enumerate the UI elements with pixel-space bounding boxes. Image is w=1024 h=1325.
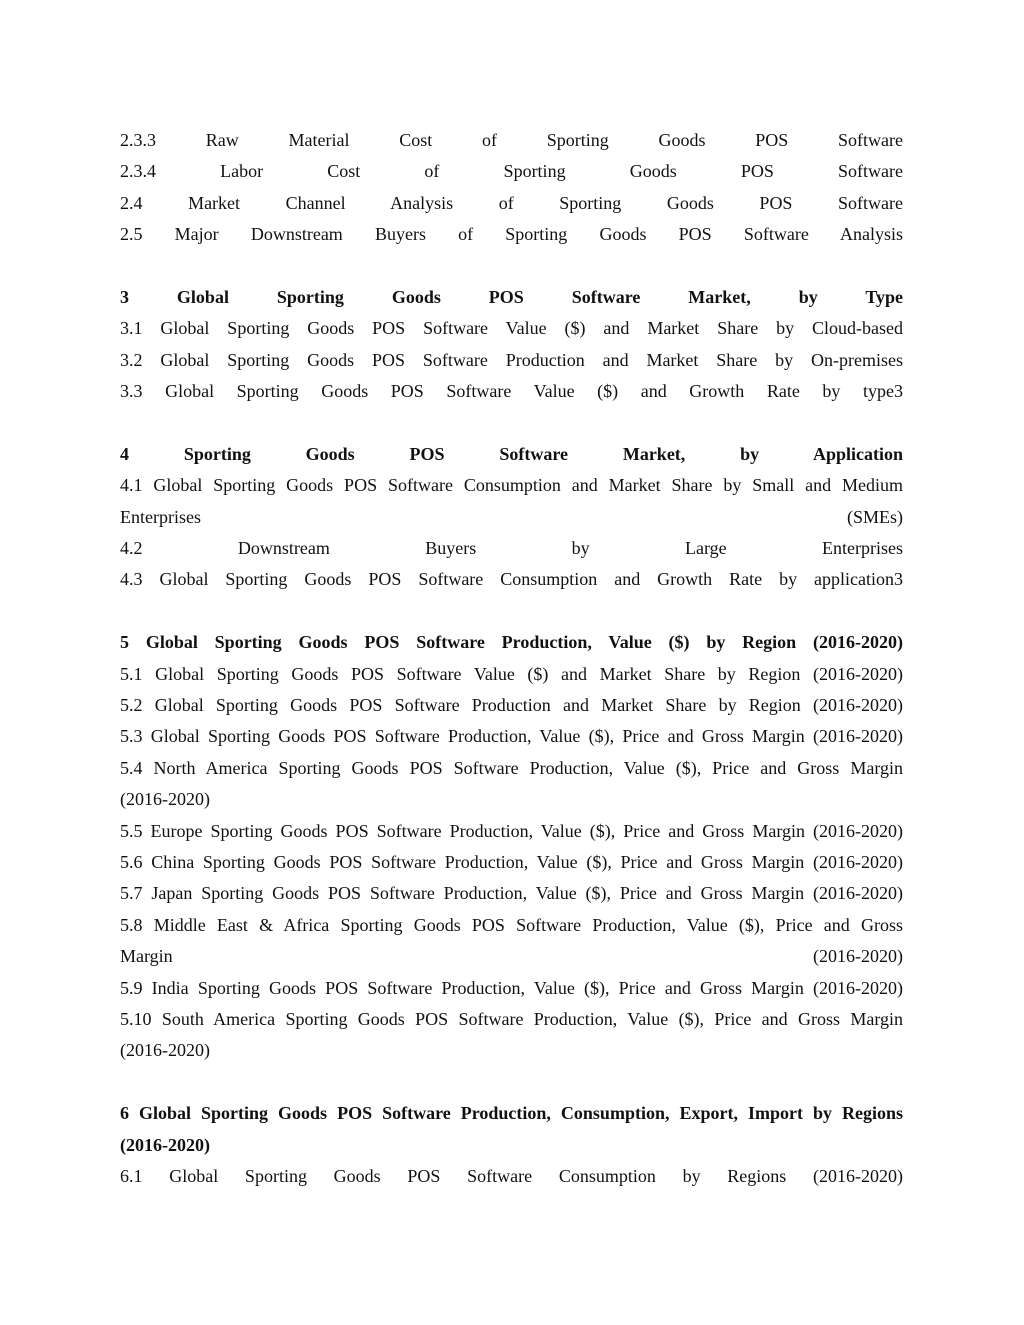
paragraph-gap [120, 251, 903, 282]
toc-entry-line: 5.7 Japan Sporting Goods POS Software Production, Value ($), Price and Gross Margin (2016-2020) [120, 883, 903, 904]
toc-entry-line: Enterprises (SMEs) [120, 506, 903, 527]
toc-entry-line: 6.1 Global Sporting Goods POS Software Consumption by Regions (2016-2020) [120, 1165, 903, 1186]
toc-entry-line: (2016-2020) [120, 1040, 210, 1061]
section-heading-line: (2016-2020) [120, 1134, 210, 1155]
toc-entry-line: 5.1 Global Sporting Goods POS Software Value ($) and Market Share by Region (2016-2020) [120, 663, 903, 684]
paragraph-gap [120, 408, 903, 439]
toc-entry-line: 2.4 Market Channel Analysis of Sporting Goods POS Software [120, 192, 903, 213]
toc-entry-line: 5.9 India Sporting Goods POS Software Production, Value ($), Price and Gross Margin (2016-2020) [120, 977, 903, 998]
toc-entry-line: 4.3 Global Sporting Goods POS Software Consumption and Growth Rate by application3 [120, 569, 903, 590]
toc-entry-line: 2.5 Major Downstream Buyers of Sporting Goods POS Software Analysis [120, 224, 903, 245]
paragraph-gap [120, 596, 903, 627]
toc-entry-line: 4.2 Downstream Buyers by Large Enterprises [120, 538, 903, 559]
toc-entry-line: 3.3 Global Sporting Goods POS Software Value ($) and Growth Rate by type3 [120, 381, 903, 402]
toc-entry-line: 5.3 Global Sporting Goods POS Software Production, Value ($), Price and Gross Margin (2016-2020) [120, 726, 903, 747]
toc-entry-line: 2.3.3 Raw Material Cost of Sporting Goods POS Software [120, 130, 903, 150]
section-heading-line: 6 Global Sporting Goods POS Software Production, Consumption, Export, Import by Regions [120, 1103, 903, 1124]
toc-entry-line: 2.3.4 Labor Cost of Sporting Goods POS Software [120, 161, 903, 182]
toc-entry-line: 5.8 Middle East & Africa Sporting Goods POS Software Production, Value ($), Price and Gross [120, 914, 903, 935]
section-heading-line: 3 Global Sporting Goods POS Software Market, by Type [120, 286, 903, 307]
toc-entry-line: 5.4 North America Sporting Goods POS Software Production, Value ($), Price and Gross Margin [120, 757, 903, 778]
toc-entry-line: 3.1 Global Sporting Goods POS Software Value ($) and Market Share by Cloud-based [120, 318, 903, 339]
toc-entry-line: 5.6 China Sporting Goods POS Software Production, Value ($), Price and Gross Margin (2016-2020) [120, 851, 903, 872]
section-heading-line: 4 Sporting Goods POS Software Market, by Application [120, 443, 903, 464]
toc-entry-line: Margin (2016-2020) [120, 946, 903, 967]
paragraph-gap [120, 1067, 903, 1098]
toc-entry-line: 5.10 South America Sporting Goods POS Software Production, Value ($), Price and Gross Margin [120, 1008, 903, 1029]
toc-entry-line: 3.2 Global Sporting Goods POS Software Production and Market Share by On-premises [120, 349, 903, 370]
toc-entry-line: 5.2 Global Sporting Goods POS Software Production and Market Share by Region (2016-2020) [120, 695, 903, 716]
document-page [120, 125, 903, 1192]
toc-entry-line: (2016-2020) [120, 789, 210, 810]
toc-entry-line: 4.1 Global Sporting Goods POS Software Consumption and Market Share by Small and Medium [120, 475, 903, 496]
toc-entry-line: 5.5 Europe Sporting Goods POS Software Production, Value ($), Price and Gross Margin (2016-2020) [120, 820, 903, 841]
section-heading-line: 5 Global Sporting Goods POS Software Production, Value ($) by Region (2016-2020) [120, 632, 903, 653]
